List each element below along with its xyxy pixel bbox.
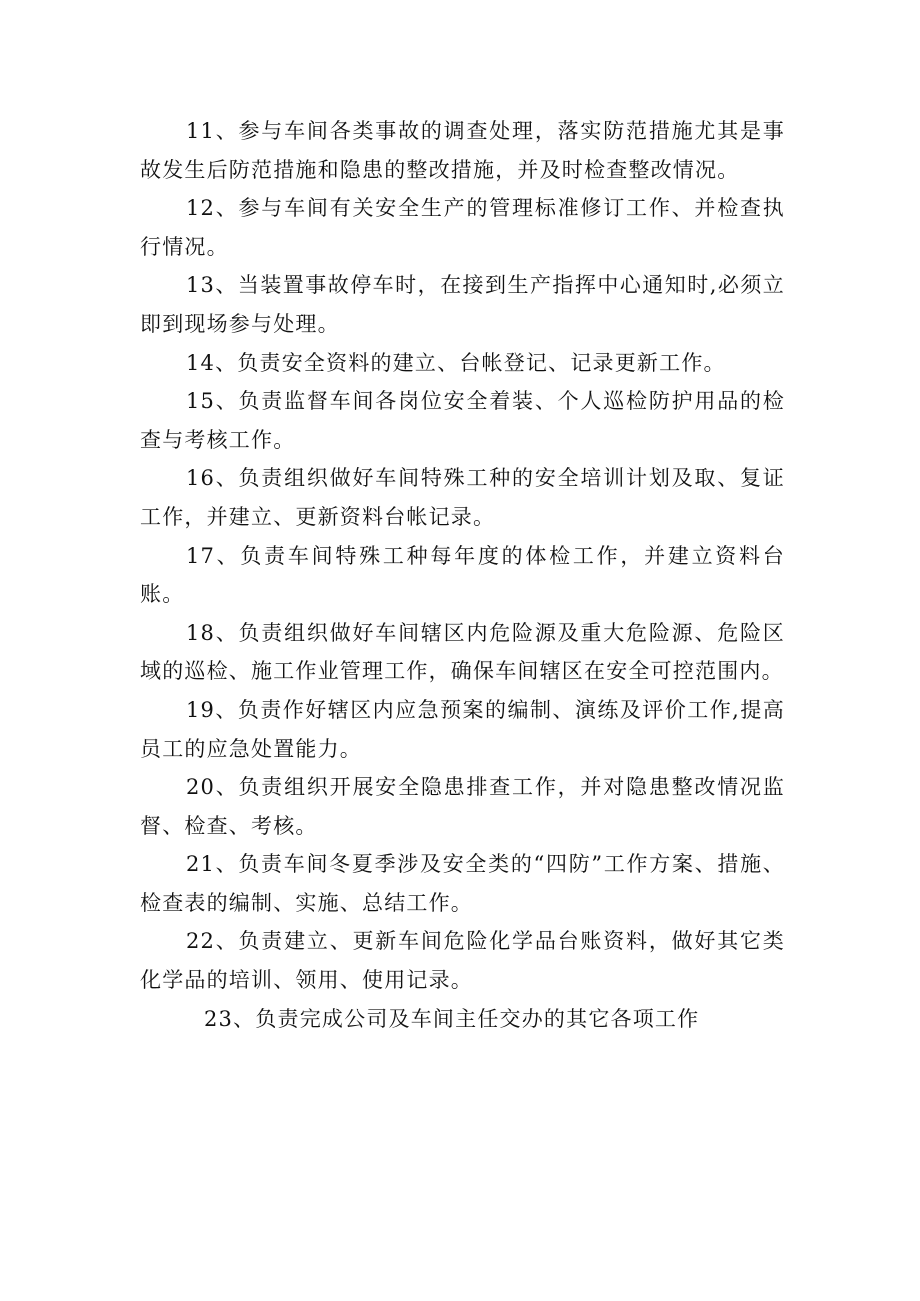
paragraph-item-22: 22、负责建立、更新车间危险化学品台账资料，做好其它类化学品的培训、领用、使用记录。 (140, 929, 785, 993)
paragraph-item-17: 17、负责车间特殊工种每年度的体检工作，并建立资料台账。 (140, 543, 785, 607)
paragraph-item-11: 11、参与车间各类事故的调查处理，落实防范措施尤其是事故发生后防范措施和隐患的整改措施，并及时检查整改情况。 (140, 119, 785, 182)
paragraph-item-19: 19、负责作好辖区内应急预案的编制、演练及评价工作,提高员工的应急处置能力。 (140, 697, 785, 761)
paragraph-item-16: 16、负责组织做好车间特殊工种的安全培训计划及取、复证工作，并建立、更新资料台帐记录。 (140, 466, 785, 529)
document-body (140, 112, 785, 1038)
paragraph-item-15: 15、负责监督车间各岗位安全着装、个人巡检防护用品的检查与考核工作。 (140, 389, 785, 452)
paragraph-item-14: 14、负责安全资料的建立、台帐登记、记录更新工作。 (186, 350, 726, 375)
paragraph-item-20: 20、负责组织开展安全隐患排查工作，并对隐患整改情况监督、检查、考核。 (140, 775, 785, 838)
paragraph-item-23: 23、负责完成公司及车间主任交办的其它各项工作 (204, 1006, 700, 1031)
paragraph-item-21: 21、负责车间冬夏季涉及安全类的“四防”工作方案、措施、检查表的编制、实施、总结工作。 (140, 852, 785, 915)
paragraph-item-13: 13、当装置事故停车时，在接到生产指挥中心通知时,必须立即到现场参与处理。 (140, 273, 785, 336)
paragraph-item-12: 12、参与车间有关安全生产的管理标准修订工作、并检查执行情况。 (140, 196, 785, 259)
paragraph-item-18: 18、负责组织做好车间辖区内危险源及重大危险源、危险区域的巡检、施工作业管理工作，确保车间辖区在安全可控范围内。 (140, 620, 785, 684)
